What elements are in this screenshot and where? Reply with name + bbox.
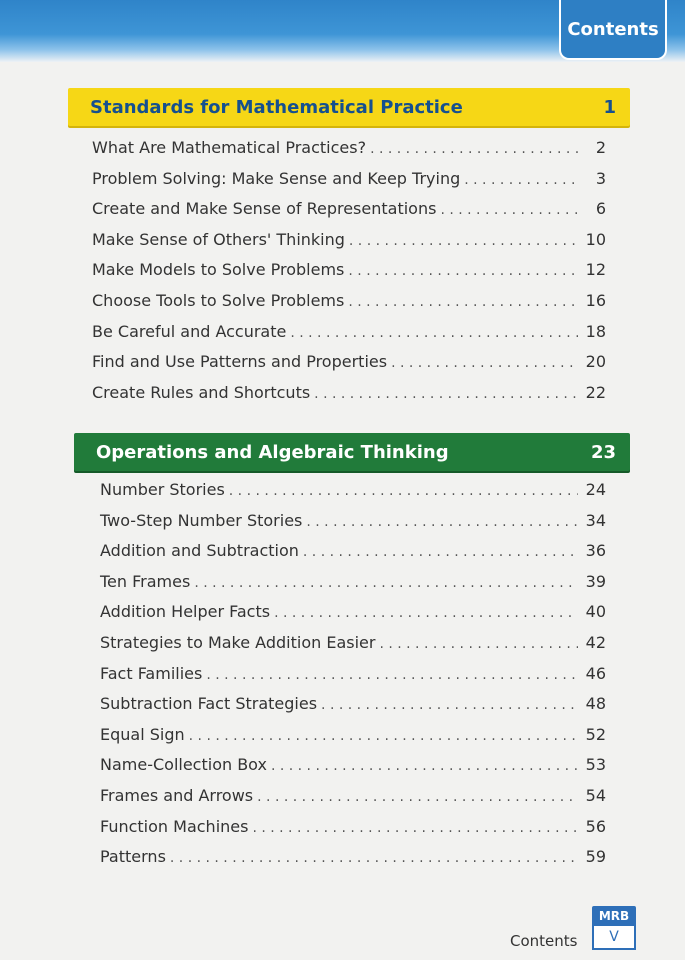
toc-item-title: Subtraction Fact Strategies (100, 694, 318, 714)
toc-item[interactable] (92, 138, 606, 169)
toc-item-page: 59 (585, 847, 606, 867)
dot-leader (271, 758, 578, 774)
toc-item-page: 2 (595, 138, 606, 157)
toc-item-page: 46 (585, 663, 606, 683)
toc-item[interactable] (100, 817, 606, 848)
toc-item[interactable] (92, 260, 606, 291)
toc-item-page: 22 (585, 382, 606, 402)
toc-item-page: 39 (585, 571, 606, 591)
toc-item[interactable] (100, 480, 606, 511)
dot-leader (189, 728, 578, 744)
section-page: 1 (603, 96, 616, 118)
mrb-badge (592, 906, 636, 952)
toc-item-page: 40 (585, 602, 606, 622)
toc-item-page: 34 (585, 510, 606, 530)
toc-list-standards (92, 138, 606, 413)
toc-item[interactable] (100, 602, 606, 633)
dot-leader (440, 202, 578, 218)
toc-item[interactable] (100, 541, 606, 572)
toc-item-title: Make Models to Solve Problems (92, 260, 345, 280)
dot-leader (170, 850, 578, 866)
dot-leader (379, 636, 578, 652)
dot-leader (290, 325, 578, 341)
dot-leader (257, 789, 578, 805)
toc-item-page: 48 (585, 694, 606, 714)
toc-item-title: Patterns (100, 847, 166, 867)
section-header-standards[interactable] (68, 88, 630, 126)
toc-item[interactable] (100, 755, 606, 786)
toc-item[interactable] (92, 291, 606, 322)
toc-item-page: 16 (585, 290, 606, 310)
toc-item[interactable] (92, 352, 606, 383)
toc-item[interactable] (92, 322, 606, 353)
toc-item[interactable] (92, 199, 606, 230)
dot-leader (252, 820, 578, 836)
dot-leader (306, 514, 578, 530)
toc-item-page: 36 (585, 541, 606, 561)
toc-item-page: 6 (595, 199, 606, 219)
toc-item[interactable] (100, 664, 606, 695)
section-header-operations[interactable] (74, 433, 630, 471)
dot-leader (464, 172, 578, 188)
toc-item-title: Function Machines (100, 816, 249, 836)
toc-item[interactable] (100, 725, 606, 756)
toc-item-page: 54 (585, 785, 606, 805)
toc-item-title: Choose Tools to Solve Problems (92, 290, 345, 310)
toc-item-page: 12 (585, 260, 606, 280)
dot-leader (391, 355, 578, 371)
toc-item[interactable] (100, 511, 606, 542)
dot-leader (314, 386, 578, 402)
toc-item-page: 56 (585, 816, 606, 836)
section-title: Operations and Algebraic Thinking (96, 441, 449, 463)
toc-item-page: 3 (595, 168, 606, 188)
toc-item[interactable] (92, 169, 606, 200)
toc-item-title: Ten Frames (100, 571, 191, 591)
toc-item[interactable] (100, 694, 606, 725)
toc-item-title: Make Sense of Others' Thinking (92, 229, 345, 249)
mrb-badge-label: MRB (592, 906, 636, 926)
dot-leader (229, 483, 578, 499)
toc-item-page: 53 (585, 755, 606, 775)
toc-item-title: What Are Mathematical Practices? (92, 138, 367, 157)
toc-item-title: Create and Make Sense of Representations (92, 199, 437, 219)
dot-leader (348, 263, 578, 279)
toc-item-title: Name-Collection Box (100, 755, 267, 775)
toc-item-page: 42 (585, 632, 606, 652)
toc-item-title: Two-Step Number Stories (100, 510, 303, 530)
toc-item-page: 10 (585, 229, 606, 249)
toc-item-title: Strategies to Make Addition Easier (100, 632, 376, 652)
toc-item-title: Frames and Arrows (100, 785, 254, 805)
toc-item-page: 24 (585, 480, 606, 499)
dot-leader (303, 544, 578, 560)
toc-item-title: Fact Families (100, 663, 203, 683)
toc-item[interactable] (100, 633, 606, 664)
toc-item-title: Number Stories (100, 480, 225, 499)
toc-item-title: Addition and Subtraction (100, 541, 299, 561)
dot-leader (370, 141, 578, 157)
dot-leader (194, 575, 578, 591)
toc-item-title: Find and Use Patterns and Properties (92, 352, 388, 372)
page-number: V (592, 926, 636, 950)
toc-item-title: Be Careful and Accurate (92, 321, 287, 341)
dot-leader (348, 294, 578, 310)
contents-tab[interactable]: Contents (559, 0, 667, 60)
toc-item-title: Create Rules and Shortcuts (92, 382, 311, 402)
toc-item-title: Equal Sign (100, 724, 185, 744)
toc-item-page: 18 (585, 321, 606, 341)
footer-label: Contents (510, 932, 578, 950)
section-page: 23 (590, 441, 616, 463)
dot-leader (206, 667, 578, 683)
toc-item[interactable] (92, 230, 606, 261)
dot-leader (321, 697, 578, 713)
section-title: Standards for Mathematical Practice (90, 96, 463, 118)
dot-leader (274, 605, 578, 621)
toc-item-page: 52 (585, 724, 606, 744)
toc-item[interactable] (92, 383, 606, 414)
dot-leader (349, 233, 578, 249)
toc-item-title: Problem Solving: Make Sense and Keep Trying (92, 168, 461, 188)
toc-list-operations (100, 480, 606, 878)
toc-item[interactable] (100, 572, 606, 603)
toc-item[interactable] (100, 847, 606, 878)
toc-item[interactable] (100, 786, 606, 817)
toc-item-title: Addition Helper Facts (100, 602, 271, 622)
toc-item-page: 20 (585, 352, 606, 372)
